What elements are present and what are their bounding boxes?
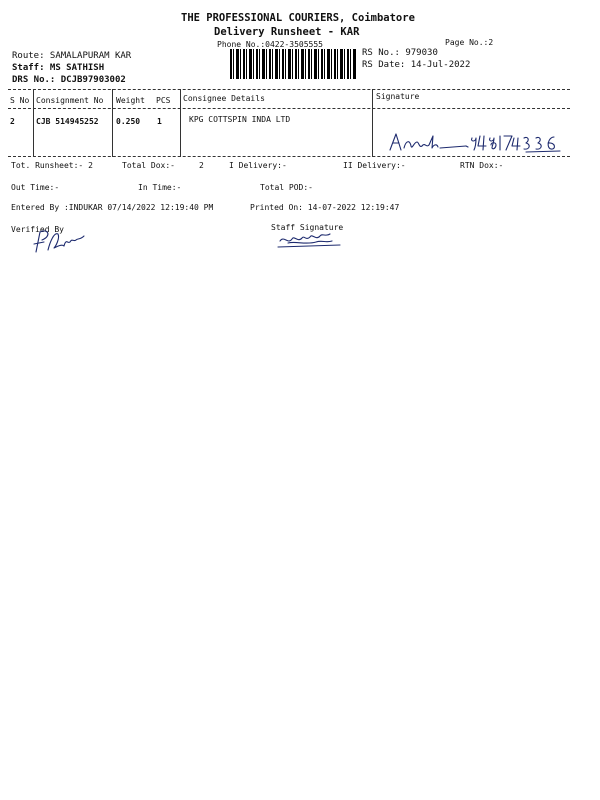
phone-number: Phone No.:0422-3505555 <box>217 40 323 49</box>
receiver-handwritten-signature <box>388 128 568 156</box>
total-dox-label: Total Dox:- <box>122 161 175 170</box>
page-number: Page No.:2 <box>445 38 494 47</box>
header-consignee-details: Consignee Details <box>183 94 265 103</box>
entered-by: Entered By :INDUKAR 07/14/2022 12:19:40 PM <box>11 203 214 212</box>
col-divider <box>180 89 181 157</box>
document-title: Delivery Runsheet - KAR <box>214 26 360 38</box>
header-consignment-no: Consignment No <box>36 96 104 105</box>
verifier-signature <box>30 226 90 256</box>
out-time: Out Time:- <box>11 183 60 192</box>
first-delivery: I Delivery:- <box>229 161 287 170</box>
table-header-border <box>8 108 570 109</box>
header-pcs: PCS <box>156 96 171 105</box>
barcode <box>230 49 356 79</box>
rs-date: RS Date: 14-Jul-2022 <box>362 60 471 70</box>
in-time: In Time:- <box>138 183 182 192</box>
total-dox-value: 2 <box>199 161 204 170</box>
cell-consignment-no: CJB 514945252 <box>36 117 99 126</box>
col-divider <box>372 89 373 157</box>
staff: Staff: MS SATHISH <box>12 63 105 73</box>
return-dox: RTN Dox:- <box>460 161 504 170</box>
table-bottom-border <box>8 156 570 157</box>
header-weight: Weight <box>116 96 145 105</box>
second-delivery: II Delivery:- <box>343 161 406 170</box>
cell-consignee-details: KPG COTTSPIN INDA LTD <box>189 115 291 124</box>
col-divider <box>112 89 113 157</box>
cell-pcs: 1 <box>157 117 162 126</box>
route: Route: SAMALAPURAM KAR <box>12 51 132 61</box>
total-pod: Total POD:- <box>260 183 313 192</box>
rs-number: RS No.: 979030 <box>362 48 438 58</box>
printed-on: Printed On: 14-07-2022 12:19:47 <box>250 203 400 212</box>
staff-signature-scribble <box>276 229 342 249</box>
cell-sno: 2 <box>10 117 15 126</box>
table-top-border <box>8 89 570 90</box>
total-runsheet: Tot. Runsheet:- 2 <box>11 161 93 170</box>
col-divider <box>33 89 34 157</box>
drs-number: DRS No.: DCJB97903002 <box>12 75 126 85</box>
staff-signature-label: Staff Signature <box>271 223 344 232</box>
company-title: THE PROFESSIONAL COURIERS, Coimbatore <box>181 12 415 24</box>
cell-weight: 0.250 <box>116 117 141 126</box>
verified-by-label: Verified By <box>11 225 64 234</box>
header-signature: Signature <box>376 92 420 101</box>
header-sno: S No <box>10 96 30 105</box>
